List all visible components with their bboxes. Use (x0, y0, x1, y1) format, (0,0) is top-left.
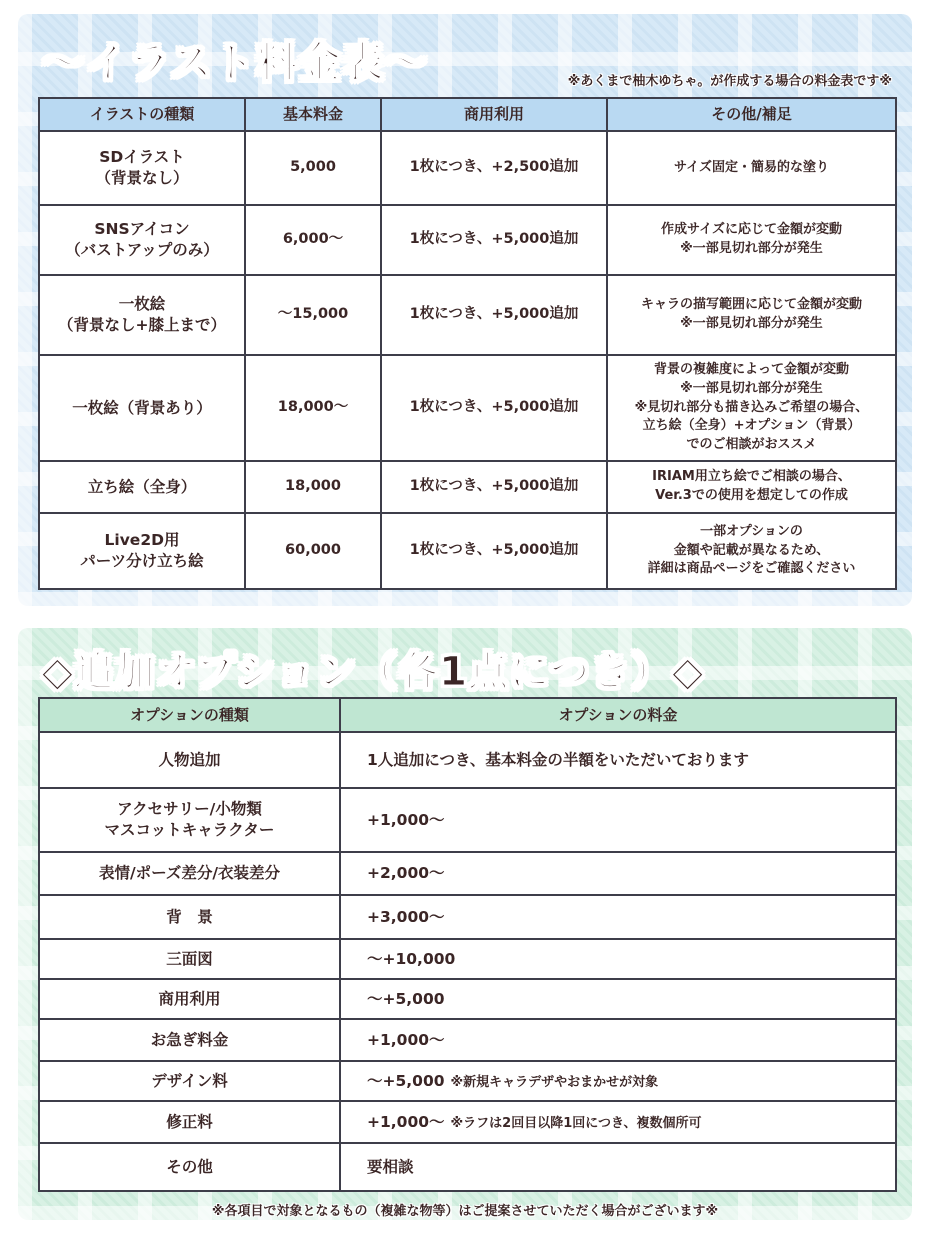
cell-type (39, 461, 245, 513)
type-line: 背 景 (166, 907, 213, 926)
option-note: ※ラフは2回目以降1回につき、複数個所可 (450, 1115, 702, 1131)
cell-option-price (340, 979, 896, 1019)
cell-commercial: 1枚につき、+5,000追加 (381, 205, 607, 275)
header-commercial-use: 商用利用 (381, 98, 607, 131)
cell-option-price (340, 852, 896, 895)
type-line: アクセサリー/小物類 (117, 800, 262, 819)
proposal-note: ※各項目で対象となるもの（複雑な物等）はご提案させていただく場合がございます※ (211, 1204, 719, 1219)
table-row (39, 1143, 896, 1191)
type-line: 立ち絵（全身） (87, 477, 197, 496)
cell-option-type (39, 895, 340, 939)
cell-commercial: 1枚につき、+5,000追加 (381, 461, 607, 513)
cell-type (39, 131, 245, 205)
cell-notes (607, 461, 896, 513)
table-row (39, 513, 896, 589)
header-option-type: オプションの種類 (39, 698, 340, 732)
table-row (39, 852, 896, 895)
table-row (39, 355, 896, 461)
note-line: Ver.3での使用を想定しての作成 (655, 488, 848, 503)
type-line: 一枚絵 (118, 295, 166, 314)
cell-option-type (39, 939, 340, 979)
option-table-header-row (39, 698, 896, 732)
cell-option-type (39, 1101, 340, 1143)
option-price: +3,000〜 (367, 907, 445, 926)
cell-option-price (340, 1101, 896, 1143)
note-line: 背景の複雑度によって金額が変動 (653, 361, 849, 377)
table-row (39, 788, 896, 852)
cell-option-type (39, 979, 340, 1019)
cell-option-type (39, 1143, 340, 1191)
type-line: パーツ分け立ち絵 (80, 552, 204, 570)
cell-commercial: 1枚につき、+2,500追加 (381, 131, 607, 205)
cell-option-type (39, 852, 340, 895)
type-line: SNSアイコン (94, 220, 190, 239)
cell-option-type (39, 732, 340, 788)
type-line: 修正料 (166, 1112, 213, 1131)
table-row (39, 1101, 896, 1143)
option-price: +1,000〜 (367, 810, 445, 829)
cell-price: 〜15,000 (245, 275, 381, 355)
option-price: 1人追加につき、基本料金の半額をいただいております (367, 750, 749, 769)
note-line: IRIAM用立ち絵でご相談の場合、 (652, 469, 851, 485)
option-price: 要相談 (367, 1157, 414, 1176)
type-line: マスコットキャラクター (104, 821, 275, 839)
option-price: 〜+5,000 (367, 1071, 445, 1090)
cell-notes (607, 205, 896, 275)
type-line: その他 (166, 1157, 213, 1176)
option-price: +1,000〜 (367, 1112, 445, 1131)
type-line: 人物追加 (158, 750, 221, 769)
table-row (39, 275, 896, 355)
type-line: 商用利用 (158, 989, 221, 1008)
cell-price: 60,000 (245, 513, 381, 589)
type-line: 表情/ポーズ差分/衣装差分 (98, 864, 281, 883)
cell-option-price (340, 788, 896, 852)
table-row (39, 895, 896, 939)
cell-notes (607, 513, 896, 589)
option-price: +2,000〜 (367, 864, 445, 883)
cell-option-price (340, 939, 896, 979)
note-line: キャラの描写範囲に応じて金額が変動 (640, 297, 862, 313)
table-row (39, 732, 896, 788)
option-note: ※新規キャラデザやおまかせが対象 (450, 1074, 659, 1090)
header-illustration-type: イラストの種類 (39, 98, 245, 131)
type-line: （バストアップのみ） (65, 241, 219, 259)
cell-option-type (39, 1019, 340, 1061)
type-line: （背景なし+膝上まで） (58, 316, 226, 334)
option-price-title: ◇追加オプション（各1点につき）◇ (42, 649, 704, 695)
cell-type (39, 355, 245, 461)
table-row (39, 205, 896, 275)
option-price-table (38, 697, 897, 1192)
note-line: ※一部見切れ部分が発生 (680, 241, 823, 256)
note-line: 作成サイズに応じて金額が変動 (661, 222, 842, 238)
type-line: （背景なし） (95, 169, 189, 187)
cell-type (39, 513, 245, 589)
note-line: ※見切れ部分も描き込みご希望の場合、 (634, 399, 869, 415)
table-row (39, 979, 896, 1019)
table-row (39, 939, 896, 979)
note-line: 詳細は商品ページをご確認ください (647, 561, 856, 577)
cell-price: 18,000 (245, 461, 381, 513)
header-other-notes: その他/補足 (607, 98, 896, 131)
note-line: 立ち絵（全身）+オプション（背景） (642, 418, 861, 434)
creator-note: ※あくまで柚木ゆちゃ。が作成する場合の料金表です※ (567, 74, 892, 89)
note-line: ※一部見切れ部分が発生 (680, 316, 823, 331)
cell-price: 18,000〜 (245, 355, 381, 461)
option-price: 〜+10,000 (367, 949, 456, 968)
option-price: 〜+5,000 (367, 989, 445, 1008)
price-table-header-row (39, 98, 896, 131)
cell-option-price (340, 895, 896, 939)
cell-type (39, 205, 245, 275)
note-line: ※一部見切れ部分が発生 (680, 380, 823, 396)
note-line: サイズ固定・簡易的な塗り (674, 159, 829, 175)
table-row (39, 1019, 896, 1061)
type-line: 一枚絵（背景あり） (72, 398, 212, 417)
type-line: Live2D用 (104, 531, 180, 550)
note-line: 一部オプションの (700, 523, 803, 539)
cell-notes (607, 131, 896, 205)
cell-type (39, 275, 245, 355)
illustration-price-table (38, 97, 897, 590)
cell-notes (607, 355, 896, 461)
cell-option-type (39, 1061, 340, 1101)
table-row (39, 131, 896, 205)
type-line: デザイン料 (151, 1071, 228, 1090)
cell-price: 6,000〜 (245, 205, 381, 275)
cell-option-price (340, 1061, 896, 1101)
option-price: +1,000〜 (367, 1030, 445, 1049)
table-row (39, 1061, 896, 1101)
illustration-price-title: 〜イラスト料金表〜 (42, 38, 428, 87)
note-line: でのご相談がおススメ (686, 437, 817, 453)
cell-price: 5,000 (245, 131, 381, 205)
cell-option-price (340, 1143, 896, 1191)
table-row (39, 461, 896, 513)
cell-option-price (340, 732, 896, 788)
note-line: 金額や記載が異なるため、 (673, 542, 830, 558)
header-option-price: オプションの料金 (340, 698, 896, 732)
cell-option-type (39, 788, 340, 852)
type-line: 三面図 (166, 949, 213, 968)
cell-notes (607, 275, 896, 355)
header-base-price: 基本料金 (245, 98, 381, 131)
type-line: お急ぎ料金 (150, 1030, 229, 1049)
type-line: SDイラスト (99, 148, 185, 167)
cell-option-price (340, 1019, 896, 1061)
cell-commercial: 1枚につき、+5,000追加 (381, 355, 607, 461)
cell-commercial: 1枚につき、+5,000追加 (381, 513, 607, 589)
cell-commercial: 1枚につき、+5,000追加 (381, 275, 607, 355)
